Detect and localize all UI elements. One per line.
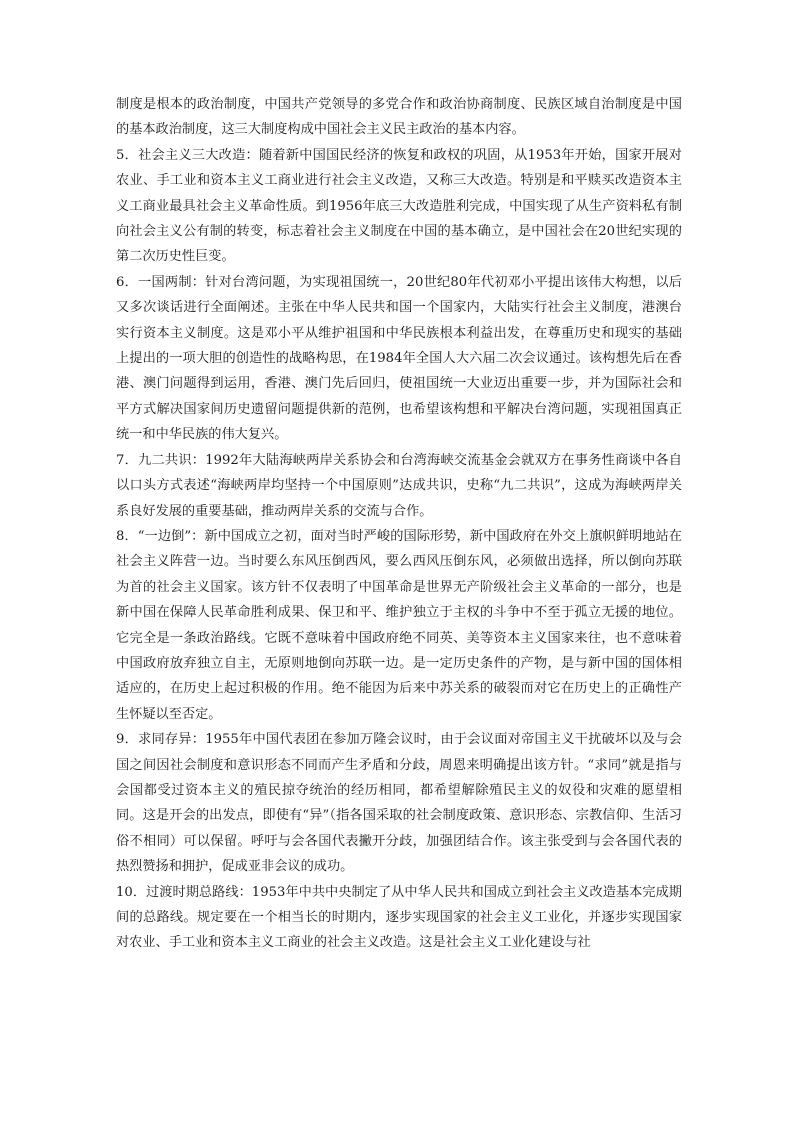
paragraph-continuation: 制度是根本的政治制度，中国共产党领导的多党合作和政治协商制度、民族区域自治制度是中国的基本政治制度，这三大制度构成中国社会主义民主政治的基本内容。 <box>116 97 682 138</box>
document-body <box>116 92 682 956</box>
paragraph-item-7: 7．九二共识：1992年大陆海峡两岸关系协会和台湾海峡交流基金会就双方在事务性商谈中各自以口头方式表述“海峡两岸均坚持一个中国原则”达成共识，史称“九二共识”，这成为海峡两岸关系良好发展的重要基础，推动两岸关系的交流与合作。 <box>116 452 682 519</box>
paragraph-item-5: 5．社会主义三大改造：随着新中国国民经济的恢复和政权的巩固，从1953年开始，国家开展对农业、手工业和资本主义工商业进行社会主义改造，又称三大改造。特别是和平赎买改造资本主义工商业最具社会主义革命性质。到1956年底三大改造胜利完成，中国实现了从生产资料私有制向社会主义公有制的转变，标志着社会主义制度在中国的基本确立，是中国社会在20世纪实现的第二次历史性巨变。 <box>116 147 682 265</box>
paragraph-item-6: 6．一国两制：针对台湾问题，为实现祖国统一，20世纪80年代初邓小平提出该伟大构想，以后又多次谈话进行全面阐述。主张在中华人民共和国一个国家内，大陆实行社会主义制度，港澳台实行资本主义制度。这是邓小平从维护祖国和中华民族根本利益出发，在尊重历史和现实的基础上提出的一项大胆的创造性的战略构思，在1984年全国人大六届二次会议通过。该构想先后在香港、澳门问题得到运用，香港、澳门先后回归，使祖国统一大业迈出重要一步，并为国际社会和平方式解决国家间历史遗留问题提供新的范例，也希望该构想和平解决台湾问题，实现祖国真正统一和中华民族的伟大复兴。 <box>116 274 682 443</box>
paragraph-item-9: 9．求同存异：1955年中国代表团在参加万隆会议时，由于会议面对帝国主义干扰破坏以及与会国之间因社会制度和意识形态不同而产生矛盾和分歧，周恩来明确提出该方针。“求同”就是指与会国都受过资本主义的殖民掠夺统治的经历相同，都希望解除殖民主义的奴役和灾难的愿望相同。这是开会的出发点，即使有“异”（指各国采取的社会制度政策、意识形态、宗教信仰、生活习俗不相同）可以保留。呼吁与会各国代表撇开分歧，加强团结合作。该主张受到与会各国代表的热烈赞扬和拥护，促成亚非会议的成功。 <box>116 732 682 875</box>
paragraph-item-8: 8．“一边倒”：新中国成立之初，面对当时严峻的国际形势，新中国政府在外交上旗帜鲜明地站在社会主义阵营一边。当时要么东风压倒西风，要么西风压倒东风，必须做出选择，所以倒向苏联为首的社会主义国家。该方针不仅表明了中国革命是世界无产阶级社会主义革命的一部分，也是新中国在保障人民革命胜利成果、保卫和平、维护独立于主权的斗争中不至于孤立无援的地位。它完全是一条政治路线。它既不意味着中国政府绝不同英、美等资本主义国家来往，也不意味着中国政府放弃独立自主，无原则地倒向苏联一边。是一定历史条件的产物，是与新中国的国体相适应的，在历史上起过积极的作用。绝不能因为后来中苏关系的破裂而对它在历史上的正确性产生怀疑以至否定。 <box>116 528 682 722</box>
paragraph-item-10: 10．过渡时期总路线：1953年中共中央制定了从中华人民共和国成立到社会主义改造基本完成期间的总路线。规定要在一个相当长的时期内，逐步实现国家的社会主义工业化，并逐步实现国家对农业、手工业和资本主义工商业的社会主义改造。这是社会主义工业化建设与社 <box>116 884 682 951</box>
